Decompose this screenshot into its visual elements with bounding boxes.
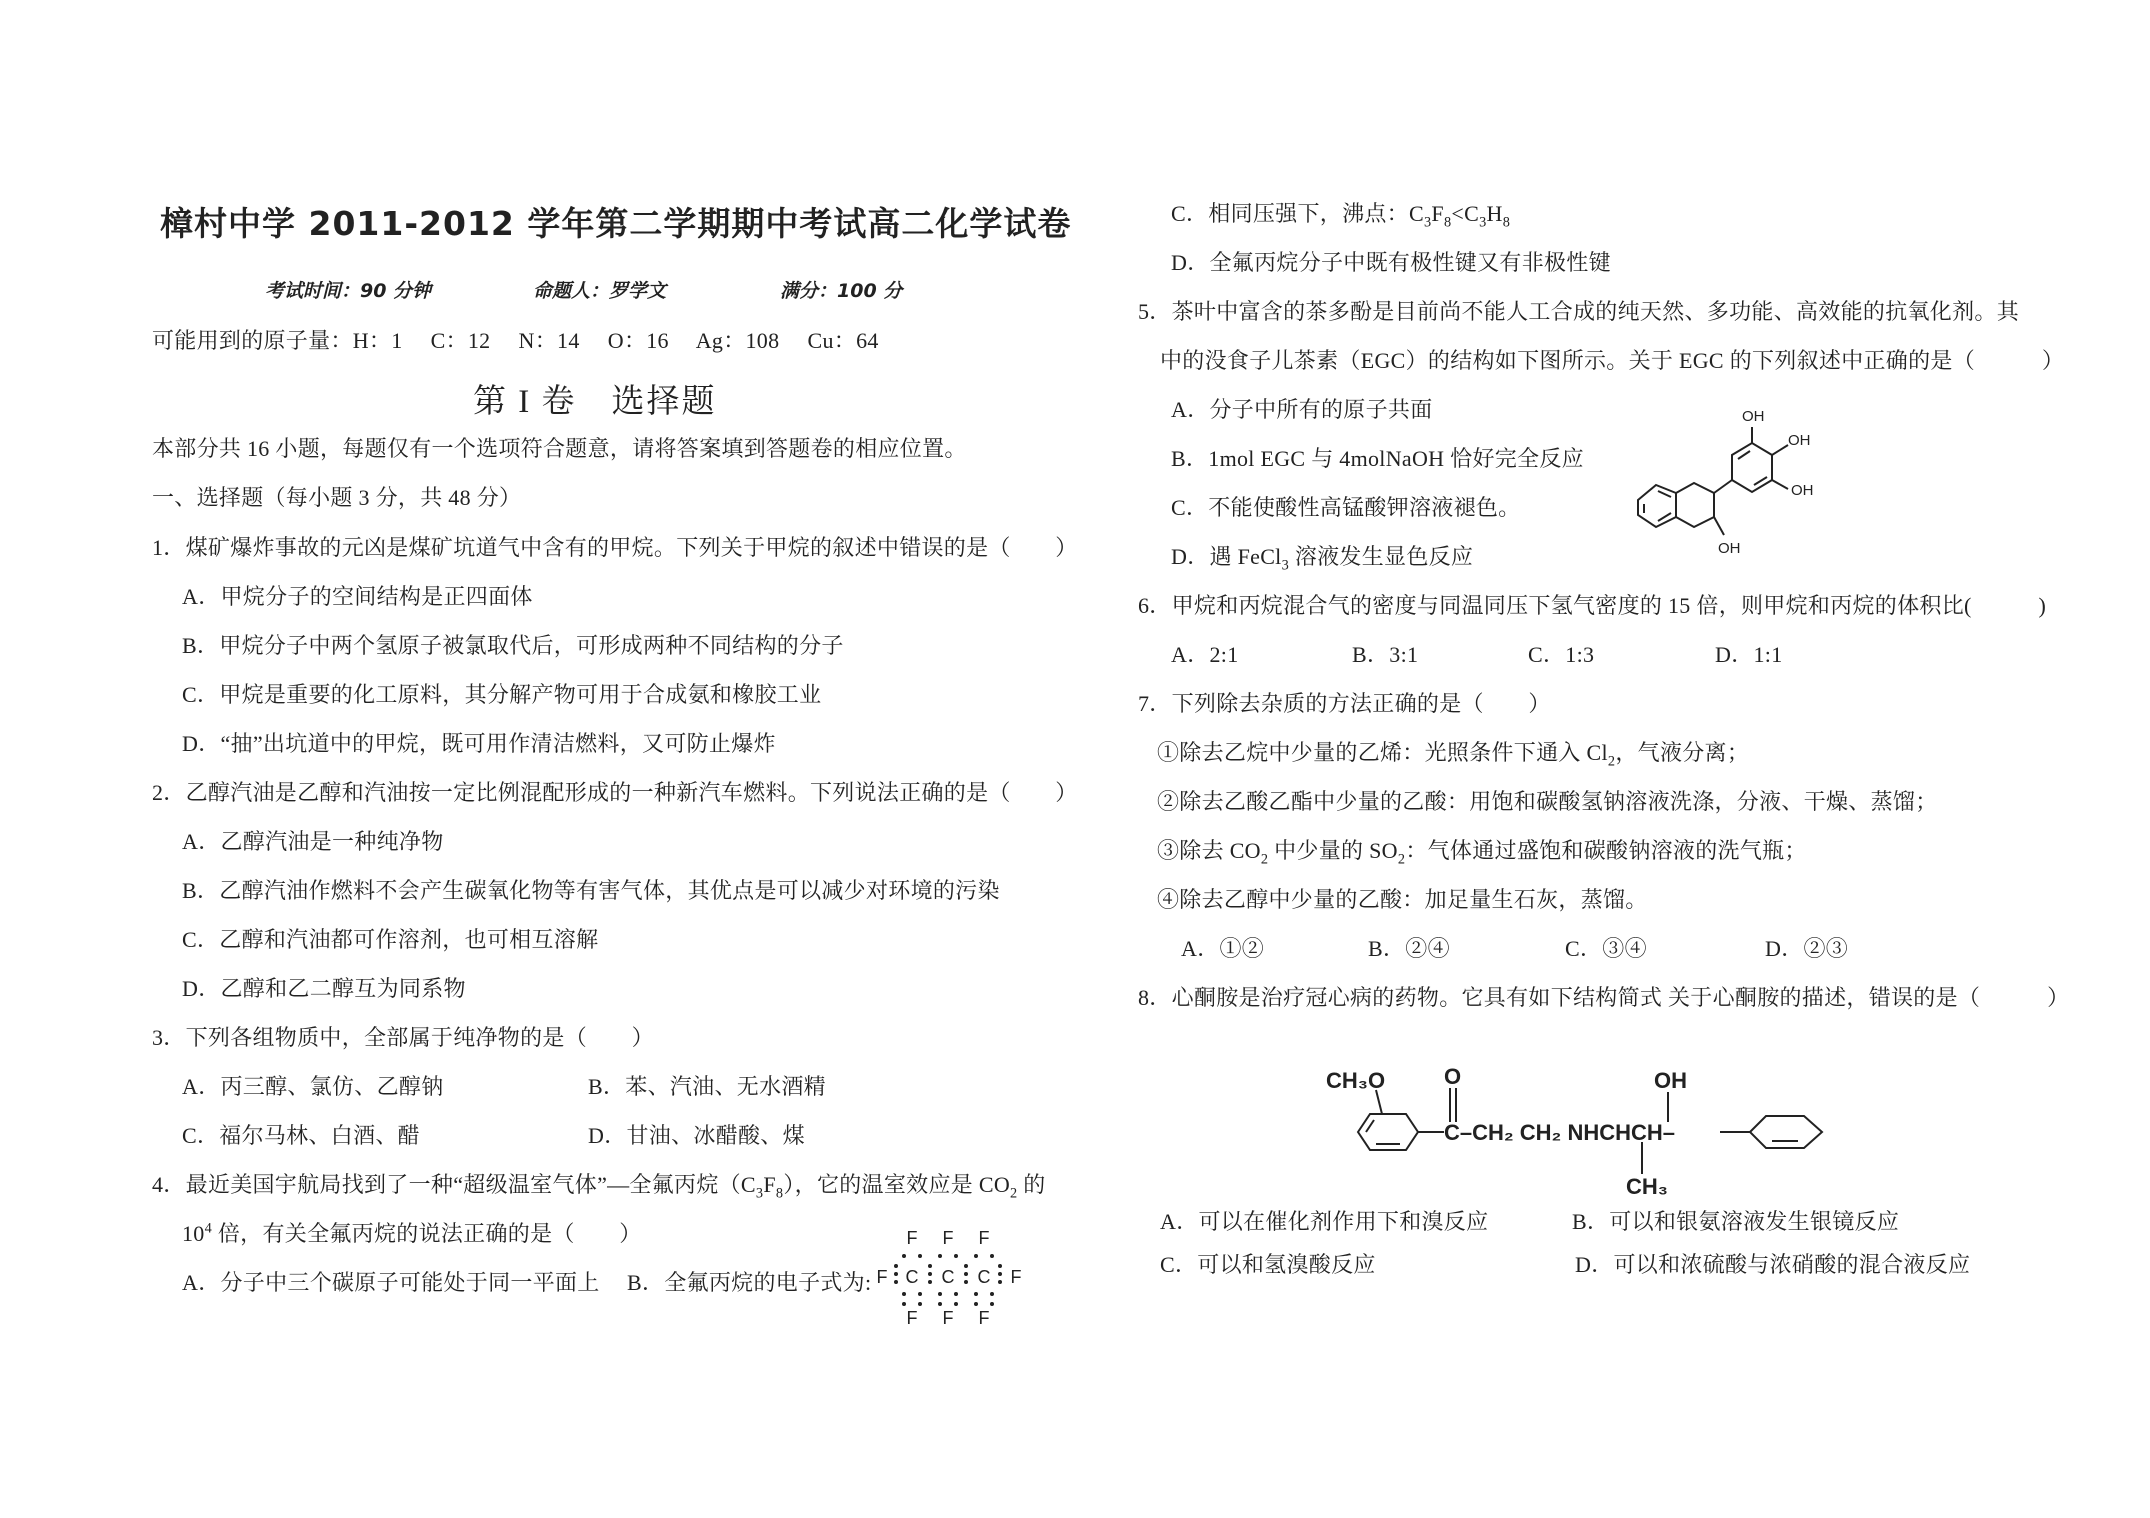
f-atom: F	[978, 1228, 990, 1248]
carbonyl-o-label: O	[1444, 1064, 1462, 1089]
exam-title: 樟村中学 2011-2012 学年第二学期期中考试高二化学试卷	[160, 204, 1072, 243]
exam-author: 命题人：罗学文	[533, 280, 667, 302]
f-atom: F	[876, 1267, 888, 1287]
exam-time: 考试时间：90 分钟	[265, 280, 432, 302]
q5-option-a: A．分子中所有的原子共面	[1171, 397, 1433, 422]
f-atom: F	[942, 1228, 954, 1248]
q7-option-d: D．②③	[1765, 936, 1849, 961]
q5-stem-line2: 中的没食子儿茶素（EGC）的结构如下图所示。关于 EGC 的下列叙述中正确的是（ ）	[1160, 348, 2065, 373]
section-title: 第 I 卷 选择题	[473, 384, 717, 420]
q5-option-c: C．不能使酸性高锰酸钾溶液褪色。	[1171, 495, 1521, 520]
q1-stem: 1．煤矿爆炸事故的元凶是煤矿坑道气中含有的甲烷。下列关于甲烷的叙述中错误的是（ ）	[152, 535, 1078, 560]
f-atom: F	[942, 1308, 954, 1328]
q8-option-d: D．可以和浓硫酸与浓硝酸的混合液反应	[1575, 1252, 1971, 1277]
q2-option-b: B．乙醇汽油作燃料不会产生碳氧化物等有害气体，其优点是可以减少对环境的污染	[182, 878, 1000, 903]
xinketongan-structure-diagram	[1320, 1052, 1840, 1207]
q4-stem: 4．最近美国宇航局找到了一种“超级温室气体”—全氟丙烷$(C_3F_8)$，它的温室效应是 $CO_2$ 的	[152, 1172, 1046, 1202]
q2-option-d: D．乙醇和乙二醇互为同系物	[182, 976, 466, 1001]
q7-item-4: ④除去乙醇中少量的乙酸：加足量生石灰，蒸馏。	[1157, 887, 1648, 912]
f-atom: F	[906, 1228, 918, 1248]
q2-stem: 2．乙醇汽油是乙醇和汽油按一定比例混配形成的一种新汽车燃料。下列说法正确的是（ ）	[152, 780, 1078, 805]
q1-option-b: B．甲烷分子中两个氢原子被氯取代后，可形成两种不同结构的分子	[182, 633, 844, 658]
f-atom: F	[906, 1308, 918, 1328]
q8-stem: 8．心酮胺是治疗冠心病的药物。它具有如下结构简式 关于心酮胺的描述，错误的是（ ）	[1138, 985, 2070, 1010]
c-atom: C	[977, 1267, 991, 1287]
q3-option-b: B．苯、汽油、无水酒精	[588, 1074, 826, 1099]
q8-option-b: B．可以和银氨溶液发生银镜反应	[1572, 1209, 1900, 1234]
q4-option-c: C．相同压强下，沸点：$C_3F_8<C_3H_8$	[1171, 201, 1511, 231]
q5-option-b: B．1mol EGC 与 4molNaOH 恰好完全反应	[1171, 446, 1584, 471]
ch3-label: CH₃	[1626, 1174, 1668, 1199]
instructions: 本部分共 16 小题，每题仅有一个选项符合题意，请将答案填到答题卷的相应位置。	[152, 436, 967, 461]
q3-option-c: C．福尔马林、白酒、醋	[182, 1123, 420, 1148]
q3-option-a: A．丙三醇、氯仿、乙醇钠	[182, 1074, 444, 1099]
q7-option-b: B．②④	[1368, 936, 1450, 961]
c-atom: C	[941, 1267, 955, 1287]
q2-option-c: C．乙醇和汽油都可作溶剂，也可相互溶解	[182, 927, 599, 952]
q1-option-d: D．“抽”出坑道中的甲烷，既可用作清洁燃料，又可防止爆炸	[182, 731, 776, 756]
q4-option-d: D．全氟丙烷分子中既有极性键又有非极性键	[1171, 250, 1611, 275]
q6-option-c: C．1:3	[1528, 642, 1595, 667]
q7-stem: 7．下列除去杂质的方法正确的是（ ）	[1138, 691, 1551, 716]
part-one-heading: 一、选择题（每小题 3 分，共 48 分）	[152, 485, 522, 510]
q5-stem: 5．茶叶中富含的茶多酚是目前尚不能人工合成的纯天然、多功能、高效能的抗氧化剂。其	[1138, 299, 2020, 324]
q3-option-d: D．甘油、冰醋酸、煤	[588, 1123, 805, 1148]
q1-option-a: A．甲烷分子的空间结构是正四面体	[182, 584, 533, 609]
q6-stem: 6．甲烷和丙烷混合气的密度与同温同压下氢气密度的 15 倍，则甲烷和丙烷的体积比( )	[1138, 593, 2047, 618]
q7-item-2: ②除去乙酸乙酯中少量的乙酸：用饱和碳酸氢钠溶液洗涤，分液、干燥、蒸馏；	[1157, 789, 1938, 814]
ch3o-label: CH₃O	[1326, 1068, 1386, 1093]
c-atom: C	[905, 1267, 919, 1287]
q7-option-c: C．③④	[1565, 936, 1647, 961]
chain-label: C–CH₂ CH₂ NHCHCH–	[1444, 1120, 1676, 1145]
q3-stem: 3．下列各组物质中，全部属于纯净物的是（ ）	[152, 1025, 654, 1050]
q7-item-3: ③除去 $CO_2$ 中少量的 $SO_2$：气体通过盛饱和碳酸钠溶液的洗气瓶；	[1157, 838, 1807, 868]
oh-label: OH	[1788, 432, 1811, 449]
oh-label: OH	[1742, 408, 1765, 425]
atomic-masses: 可能用到的原子量：H：1 C：12 N：14 O：16 Ag：108 Cu：64	[152, 328, 879, 353]
q8-option-c: C．可以和氢溴酸反应	[1160, 1252, 1376, 1277]
q4-option-a: A．分子中三个碳原子可能处于同一平面上	[182, 1270, 600, 1295]
q6-option-d: D．1:1	[1715, 642, 1783, 667]
q4-option-b: B．全氟丙烷的电子式为:	[627, 1270, 872, 1295]
f-atom: F	[1010, 1267, 1022, 1287]
q6-option-b: B．3:1	[1352, 642, 1419, 667]
oh-label: OH	[1654, 1068, 1687, 1093]
q7-item-1: ①除去乙烷中少量的乙烯：光照条件下通入 $Cl_2$，气液分离；	[1157, 740, 1750, 770]
q7-option-a: A．①②	[1181, 936, 1265, 961]
q1-option-c: C．甲烷是重要的化工原料，其分解产物可用于合成氨和橡胶工业	[182, 682, 822, 707]
exam-score: 满分：100 分	[780, 280, 903, 302]
q5-option-d: D．遇 FeCl$_3$ 溶液发生显色反应	[1171, 544, 1474, 574]
q6-option-a: A．2:1	[1171, 642, 1239, 667]
perfluoropropane-electron-formula	[874, 1226, 1034, 1339]
f-atom: F	[978, 1308, 990, 1328]
q2-option-a: A．乙醇汽油是一种纯净物	[182, 829, 444, 854]
q4-stem-line2: $10^4$ 倍，有关全氟丙烷的说法正确的是（ ）	[182, 1220, 642, 1246]
egc-structure-diagram	[1628, 405, 1848, 570]
q8-option-a: A．可以在催化剂作用下和溴反应	[1160, 1209, 1489, 1234]
oh-label: OH	[1791, 482, 1814, 499]
oh-label: OH	[1718, 540, 1741, 557]
